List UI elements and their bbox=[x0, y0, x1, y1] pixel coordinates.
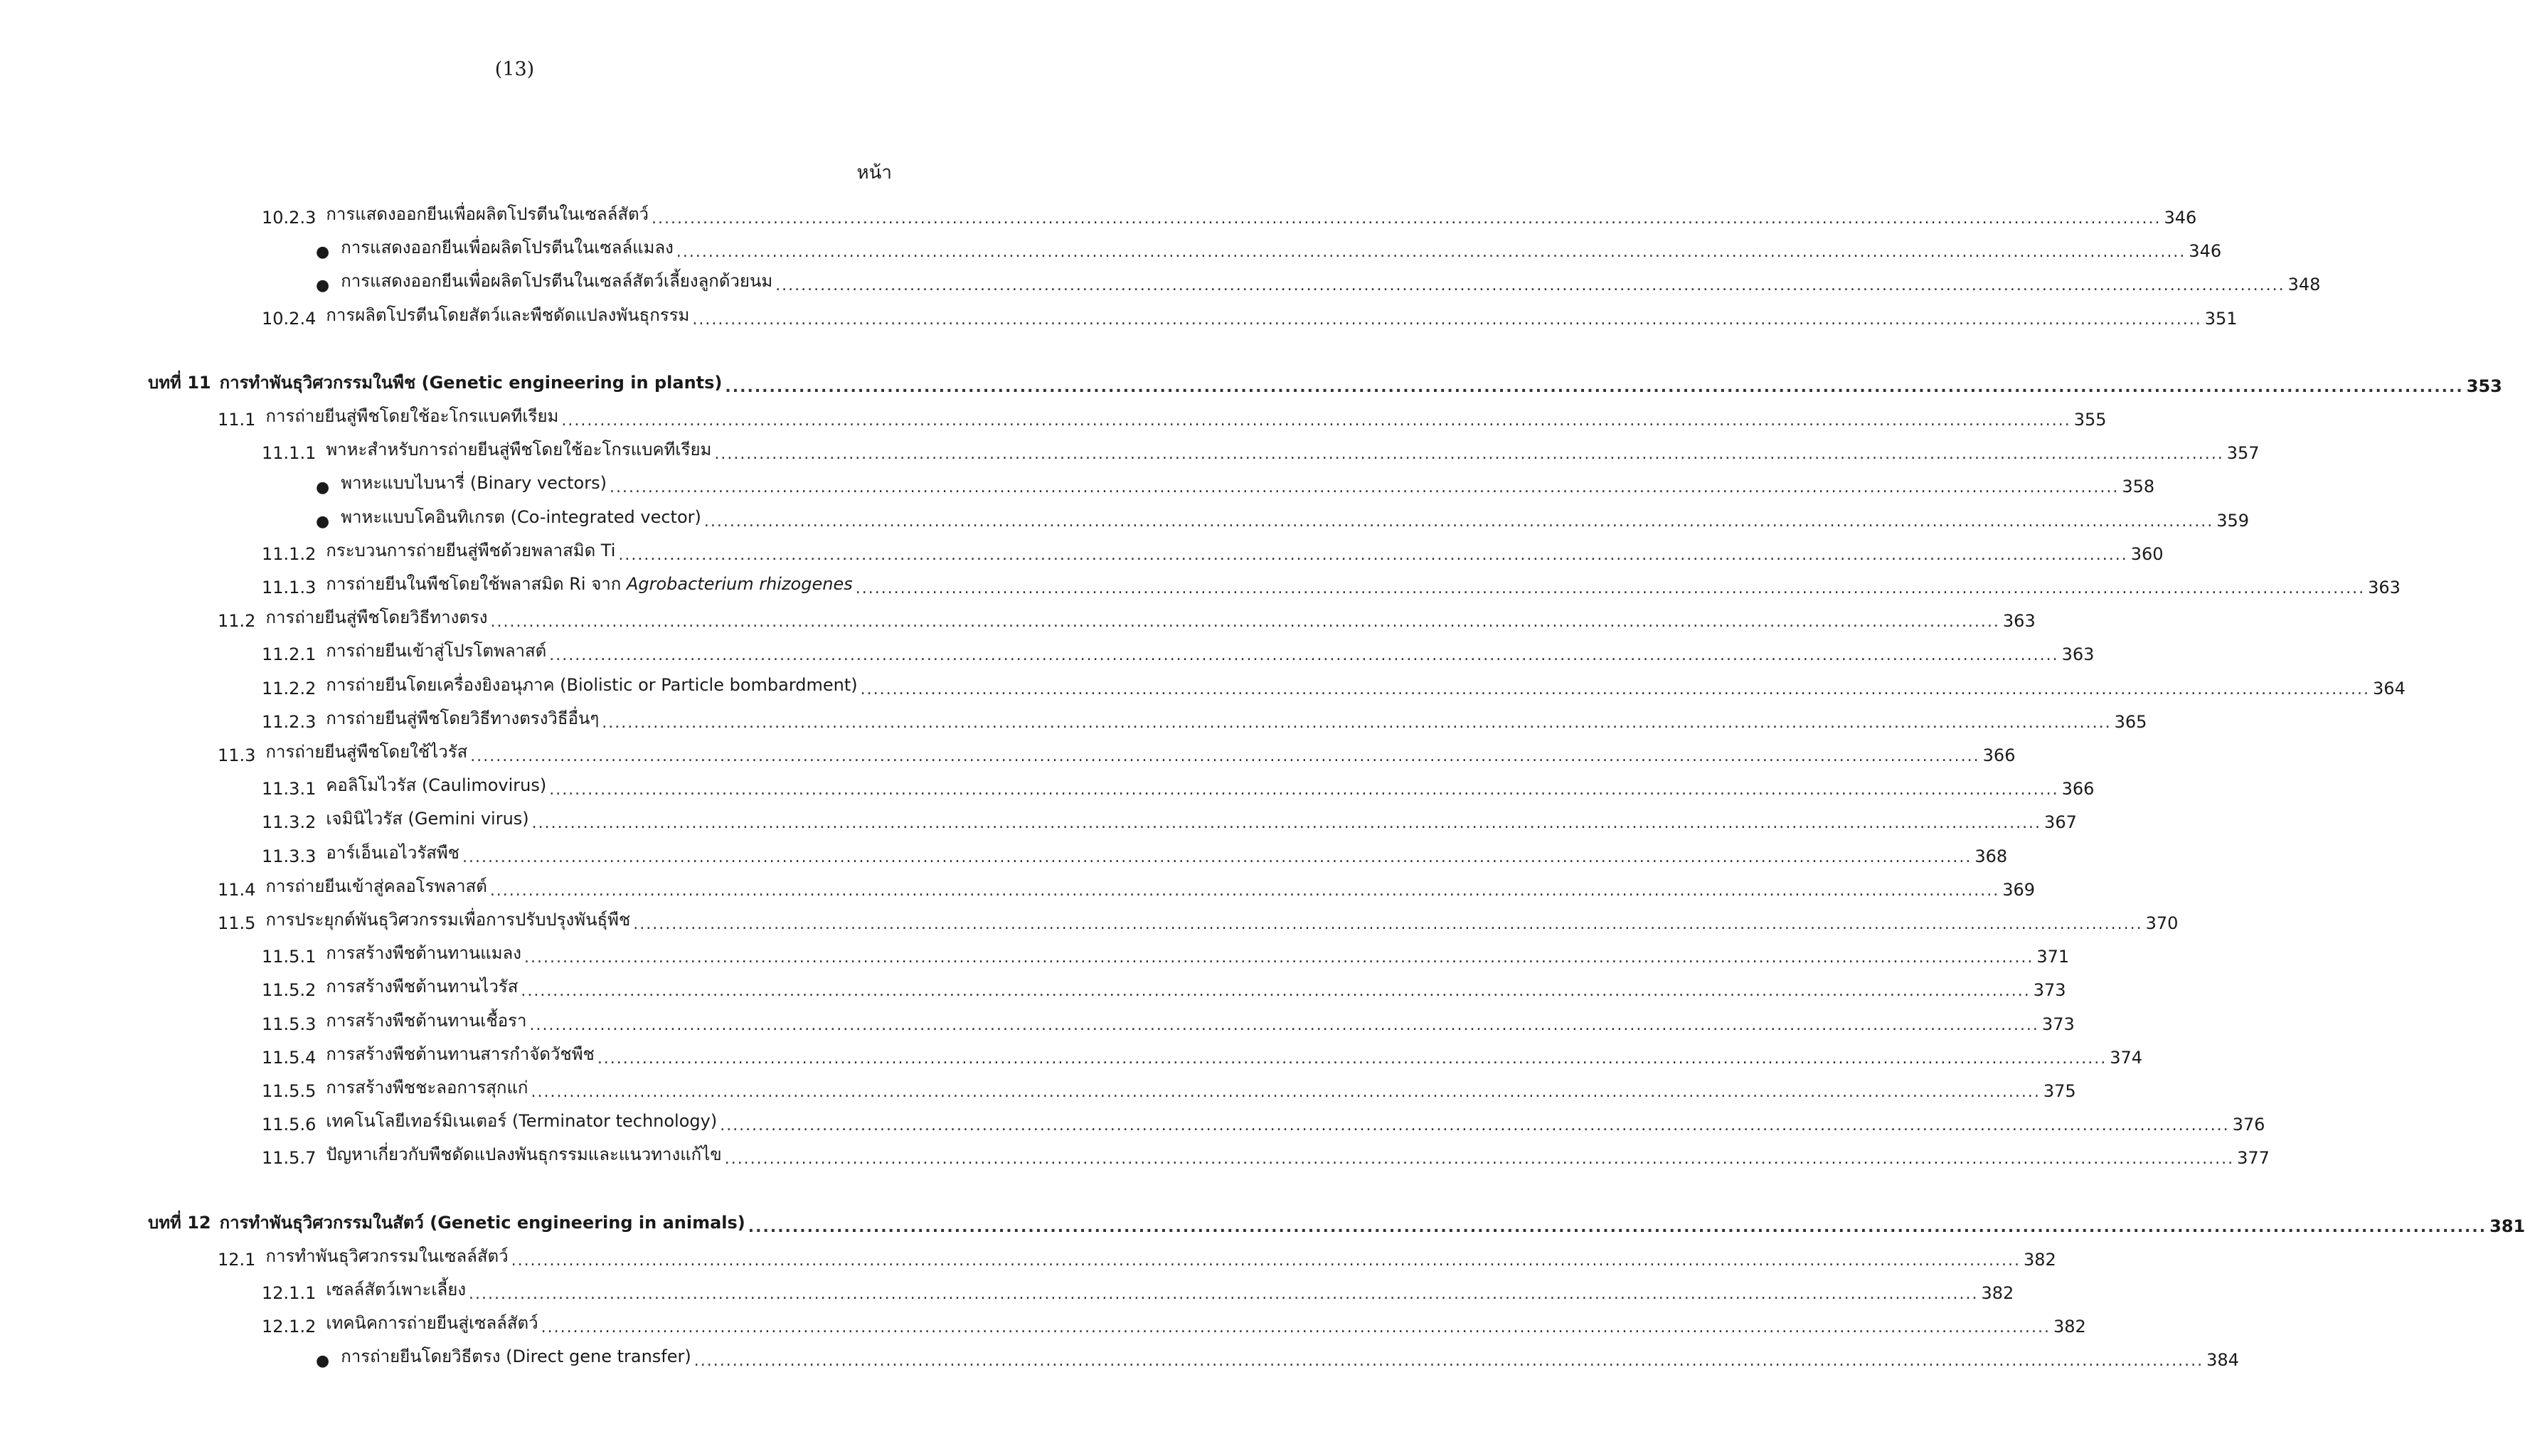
toc-entry-title: การทำพันธุวิศวกรรมในสัตว์ (Genetic engineering in animals) bbox=[219, 1212, 745, 1233]
dot-leader bbox=[561, 412, 2070, 430]
toc-entry-page: 368 bbox=[1974, 846, 2008, 866]
toc-entry-number: 11.5.4 bbox=[262, 1047, 317, 1068]
toc-entry-page: 373 bbox=[2033, 980, 2066, 1001]
toc-entry-number: 12.1.1 bbox=[262, 1283, 317, 1303]
toc-entry[interactable] bbox=[262, 636, 2095, 665]
toc-entry-number: 11.2.3 bbox=[262, 711, 317, 732]
dot-leader bbox=[720, 1117, 2229, 1134]
toc-entry-title: การถ่ายยีนในพืชโดยใช้พลาสมิด Ri จาก Agrobacterium rhizogenes bbox=[326, 574, 853, 594]
toc-entry-title: การทำพันธุวิศวกรรมในเซลล์สัตว์ bbox=[265, 1245, 509, 1266]
toc-entry-number: บทที่ 12 bbox=[148, 1212, 211, 1233]
toc-entry-title: การสร้างพืชต้านทานไวรัส bbox=[326, 977, 519, 997]
dot-leader bbox=[549, 781, 2058, 799]
toc-entry-title: การถ่ายยีนสู่พืชโดยใช้ไวรัส bbox=[265, 742, 468, 762]
toc-entry-number: 10.2.3 bbox=[262, 208, 317, 228]
page-column-header: หน้า bbox=[856, 162, 892, 184]
toc-entry[interactable] bbox=[262, 670, 2406, 698]
toc-entry-page: 353 bbox=[2466, 376, 2502, 396]
toc-entry-page: 371 bbox=[2036, 947, 2070, 967]
toc-entry-number: 11.3.3 bbox=[262, 846, 317, 866]
dot-leader bbox=[521, 982, 2030, 1000]
toc-entry-number: 11.3.1 bbox=[262, 779, 317, 799]
toc-entry-title: อาร์เอ็นเอไวรัสพืช bbox=[326, 842, 459, 863]
toc-entry-page: 377 bbox=[2237, 1148, 2270, 1169]
toc-entry-title: การถ่ายยีนโดยเครื่องยิงอนุภาค (Biolistic or Particle bombardment) bbox=[326, 674, 858, 695]
toc-entry-number: 11.5.3 bbox=[262, 1014, 317, 1034]
toc-entry[interactable] bbox=[218, 602, 2036, 632]
dot-leader bbox=[633, 915, 2142, 933]
dot-leader bbox=[541, 1319, 2051, 1337]
toc-entry-title: เจมินิไวรัส (Gemini virus) bbox=[326, 809, 529, 829]
toc-entry-title: การผลิตโปรตีนโดยสัตว์และพืชดัดแปลงพันธุกรรม bbox=[326, 304, 690, 325]
dot-leader bbox=[676, 243, 2186, 261]
toc-entry-page: 348 bbox=[2287, 275, 2321, 295]
toc-entry-title: การแสดงออกยีนเพื่อผลิตโปรตีนในเซลล์สัตว์ bbox=[326, 204, 649, 224]
toc-entry-page: 374 bbox=[2110, 1047, 2143, 1068]
toc-entry-number: 12.1 bbox=[218, 1249, 256, 1270]
toc-entry-page: 357 bbox=[2226, 443, 2260, 464]
dot-leader bbox=[469, 1285, 1978, 1303]
dot-leader bbox=[597, 1050, 2107, 1068]
toc-entry-number: 11.4 bbox=[218, 879, 256, 900]
dot-leader bbox=[610, 479, 2119, 496]
dot-leader bbox=[725, 378, 2463, 396]
toc-bullet-entry[interactable] bbox=[316, 233, 2222, 262]
dot-leader bbox=[694, 1352, 2204, 1370]
dot-leader bbox=[856, 580, 2365, 597]
toc-entry-title: การแสดงออกยีนเพื่อผลิตโปรตีนในเซลล์สัตว์เลี้ยงลูกด้วยนม bbox=[341, 271, 773, 292]
toc-entry-title: การสร้างพืชต้านทานสารกำจัดวัชพืช bbox=[326, 1043, 595, 1064]
toc-entry-title: การถ่ายยีนสู่พืชโดยวิธีทางตรงวิธีอื่นๆ bbox=[326, 708, 600, 728]
toc-entry-number: 11.1 bbox=[218, 410, 256, 430]
bullet-icon: ● bbox=[316, 479, 330, 497]
toc-entry-title: การสร้างพืชต้านทานแมลง bbox=[326, 943, 521, 964]
toc-entry[interactable] bbox=[262, 1139, 2270, 1169]
dot-leader bbox=[652, 210, 2161, 228]
toc-entry[interactable] bbox=[262, 972, 2066, 1001]
toc-entry[interactable] bbox=[218, 737, 2016, 765]
toc-bullet-entry[interactable] bbox=[316, 1341, 2239, 1371]
toc-entry-page: 355 bbox=[2073, 410, 2107, 430]
dot-leader bbox=[861, 681, 2370, 698]
toc-entry-title: พาหะแบบไบนารี่ (Binary vectors) bbox=[341, 473, 607, 494]
dot-leader bbox=[549, 647, 2058, 664]
toc-entry-title: คอลิโมไวรัส (Caulimovirus) bbox=[326, 775, 547, 796]
toc-entry[interactable] bbox=[218, 401, 2107, 430]
toc-entry-number: 11.2.2 bbox=[262, 678, 317, 698]
toc-entry-page: 376 bbox=[2232, 1115, 2265, 1135]
dot-leader bbox=[618, 546, 2127, 564]
toc-entry[interactable] bbox=[262, 569, 2401, 597]
toc-entry-title: การสร้างพืชต้านทานเชื้อรา bbox=[326, 1010, 527, 1031]
toc-entry-title: การประยุกต์พันธุวิศวกรรมเพื่อการปรับปรุงพันธุ์พืช bbox=[265, 910, 631, 930]
dot-leader bbox=[748, 1218, 2487, 1236]
dot-leader bbox=[692, 311, 2201, 329]
dot-leader bbox=[532, 814, 2041, 832]
toc-entry-title: การถ่ายยีนเข้าสู่คลอโรพลาสต์ bbox=[265, 876, 487, 896]
bullet-icon: ● bbox=[316, 512, 330, 531]
bullet-icon: ● bbox=[316, 277, 330, 295]
toc-entry-number: บทที่ 11 bbox=[148, 372, 211, 393]
toc-entry-page: 369 bbox=[2002, 879, 2036, 900]
toc-entry-page: 366 bbox=[1982, 745, 2016, 765]
toc-entry-page: 365 bbox=[2114, 711, 2147, 732]
dot-leader bbox=[602, 714, 2111, 732]
toc-entry-page: 364 bbox=[2373, 678, 2406, 698]
toc-entry-page: 370 bbox=[2145, 913, 2179, 933]
toc-chapter-entry[interactable] bbox=[148, 1208, 2525, 1236]
toc-entry[interactable] bbox=[262, 804, 2077, 833]
toc-entry-page: 375 bbox=[2043, 1081, 2076, 1101]
toc-entry-page: 373 bbox=[2041, 1014, 2075, 1034]
toc-entry-title: พาหะแบบโคอินทิเกรต (Co-integrated vector) bbox=[341, 506, 701, 527]
toc-entry-page: 382 bbox=[1981, 1283, 2014, 1303]
toc-entry[interactable] bbox=[262, 435, 2260, 464]
dot-leader bbox=[714, 445, 2223, 463]
toc-entry[interactable] bbox=[262, 1039, 2143, 1068]
toc-entry-title: เซลล์สัตว์เพาะเลี้ยง bbox=[326, 1280, 467, 1300]
dot-leader bbox=[775, 277, 2285, 294]
toc-entry-title: การถ่ายยีนสู่พืชโดยวิธีทางตรง bbox=[265, 607, 488, 628]
toc-entry-number: 11.3.2 bbox=[262, 812, 317, 833]
toc-entry-number: 11.5 bbox=[218, 913, 256, 933]
page-number: (13) bbox=[494, 58, 535, 80]
toc-entry[interactable] bbox=[262, 1006, 2075, 1034]
toc-entry[interactable] bbox=[262, 199, 2197, 228]
toc-entry-title: พาหะสำหรับการถ่ายยีนสู่พืชโดยใช้อะโกรแบคทีเรียม bbox=[326, 440, 712, 460]
toc-entry[interactable] bbox=[218, 1241, 2056, 1270]
toc-entry-title: เทคโนโลยีเทอร์มิเนเตอร์ (Terminator technology) bbox=[326, 1111, 718, 1132]
toc-entry-page: 358 bbox=[2122, 477, 2155, 497]
bullet-icon: ● bbox=[316, 1352, 330, 1371]
toc-entry-page: 381 bbox=[2489, 1216, 2525, 1236]
toc-entry-number: 11.1.2 bbox=[262, 543, 317, 564]
toc-entry-page: 363 bbox=[2002, 611, 2036, 632]
toc-entry-number: 11.3 bbox=[218, 745, 256, 765]
toc-entry-page: 360 bbox=[2130, 543, 2164, 564]
toc-entry-number: 12.1.2 bbox=[262, 1317, 317, 1337]
toc-entry-title: การถ่ายยีนสู่พืชโดยใช้อะโกรแบคทีเรียม bbox=[265, 406, 559, 426]
toc-entry[interactable] bbox=[262, 1106, 2265, 1135]
dot-leader bbox=[470, 748, 1979, 765]
toc-entry-page: 367 bbox=[2044, 812, 2077, 833]
toc-entry[interactable] bbox=[218, 905, 2179, 933]
dot-leader bbox=[462, 849, 1972, 866]
toc-entry[interactable] bbox=[218, 871, 2036, 900]
toc-entry-number: 11.2.1 bbox=[262, 644, 317, 665]
toc-chapter-entry[interactable] bbox=[148, 368, 2502, 396]
toc-entry-number: 11.1.1 bbox=[262, 443, 317, 464]
toc-entry[interactable] bbox=[262, 770, 2095, 799]
toc-entry-page: 363 bbox=[2368, 578, 2401, 597]
toc-entry-number: 11.5.7 bbox=[262, 1148, 317, 1169]
toc-entry-page: 351 bbox=[2204, 308, 2238, 329]
toc-entry-title: การถ่ายยีนโดยวิธีตรง (Direct gene transfer) bbox=[341, 1346, 691, 1367]
dot-leader bbox=[511, 1252, 2021, 1270]
toc-entry[interactable] bbox=[262, 938, 2070, 967]
toc-entry-number: 11.5.5 bbox=[262, 1081, 317, 1101]
toc-entry-title-italic: Agrobacterium rhizogenes bbox=[626, 574, 853, 594]
toc-entry-page: 382 bbox=[2023, 1249, 2056, 1270]
toc-entry[interactable] bbox=[262, 1308, 2086, 1337]
toc-entry[interactable] bbox=[262, 300, 2238, 329]
toc-entry-page: 346 bbox=[2164, 208, 2197, 228]
toc-entry[interactable] bbox=[262, 1275, 2014, 1303]
toc-entry-title: การถ่ายยีนเข้าสู่โปรโตพลาสต์ bbox=[326, 641, 547, 661]
dot-leader bbox=[531, 1083, 2040, 1101]
toc-entry[interactable] bbox=[262, 536, 2164, 564]
toc-entry-number: 11.2 bbox=[218, 611, 256, 632]
toc-bullet-entry[interactable] bbox=[316, 468, 2155, 497]
toc-entry-number: 11.1.3 bbox=[262, 578, 317, 597]
toc-entry[interactable] bbox=[262, 1073, 2076, 1101]
dot-leader bbox=[524, 949, 2034, 967]
toc-entry-title: การทำพันธุวิศวกรรมในพืช (Genetic engineering in plants) bbox=[219, 372, 723, 393]
toc-entry-number: 10.2.4 bbox=[262, 308, 317, 329]
dot-leader bbox=[704, 513, 2213, 531]
toc-entry-page: 366 bbox=[2061, 779, 2095, 799]
toc-entry-number: 11.5.2 bbox=[262, 980, 317, 1001]
toc-entry[interactable] bbox=[262, 703, 2147, 732]
toc-entry-page: 346 bbox=[2189, 241, 2222, 262]
dot-leader bbox=[491, 613, 2000, 631]
toc-entry-page: 359 bbox=[2216, 510, 2250, 531]
dot-leader bbox=[490, 882, 1999, 900]
toc-entry-number: 11.5.6 bbox=[262, 1115, 317, 1135]
toc-bullet-entry[interactable] bbox=[316, 266, 2321, 295]
toc-entry-page: 384 bbox=[2206, 1350, 2239, 1371]
toc-entry-title: การแสดงออกยีนเพื่อผลิตโปรตีนในเซลล์แมลง bbox=[341, 238, 674, 258]
bullet-icon: ● bbox=[316, 243, 330, 262]
dot-leader bbox=[725, 1150, 2234, 1168]
toc-entry-title: กระบวนการถ่ายยีนสู่พืชด้วยพลาสมิด Ti bbox=[326, 540, 616, 560]
toc-entry[interactable] bbox=[262, 838, 2008, 866]
toc-bullet-entry[interactable] bbox=[316, 502, 2250, 531]
toc-entry-page: 363 bbox=[2061, 644, 2095, 665]
toc-entry-title: เทคนิคการถ่ายยีนสู่เซลล์สัตว์ bbox=[326, 1313, 538, 1334]
dot-leader bbox=[530, 1016, 2039, 1034]
toc-entry-number: 11.5.1 bbox=[262, 947, 317, 967]
toc-entry-page: 382 bbox=[2053, 1317, 2086, 1337]
toc-entry-title: การสร้างพืชชะลอการสุกแก่ bbox=[326, 1078, 528, 1098]
toc-entry-title: ปัญหาเกี่ยวกับพืชดัดแปลงพันธุกรรมและแนวทางแก้ไข bbox=[326, 1144, 722, 1165]
